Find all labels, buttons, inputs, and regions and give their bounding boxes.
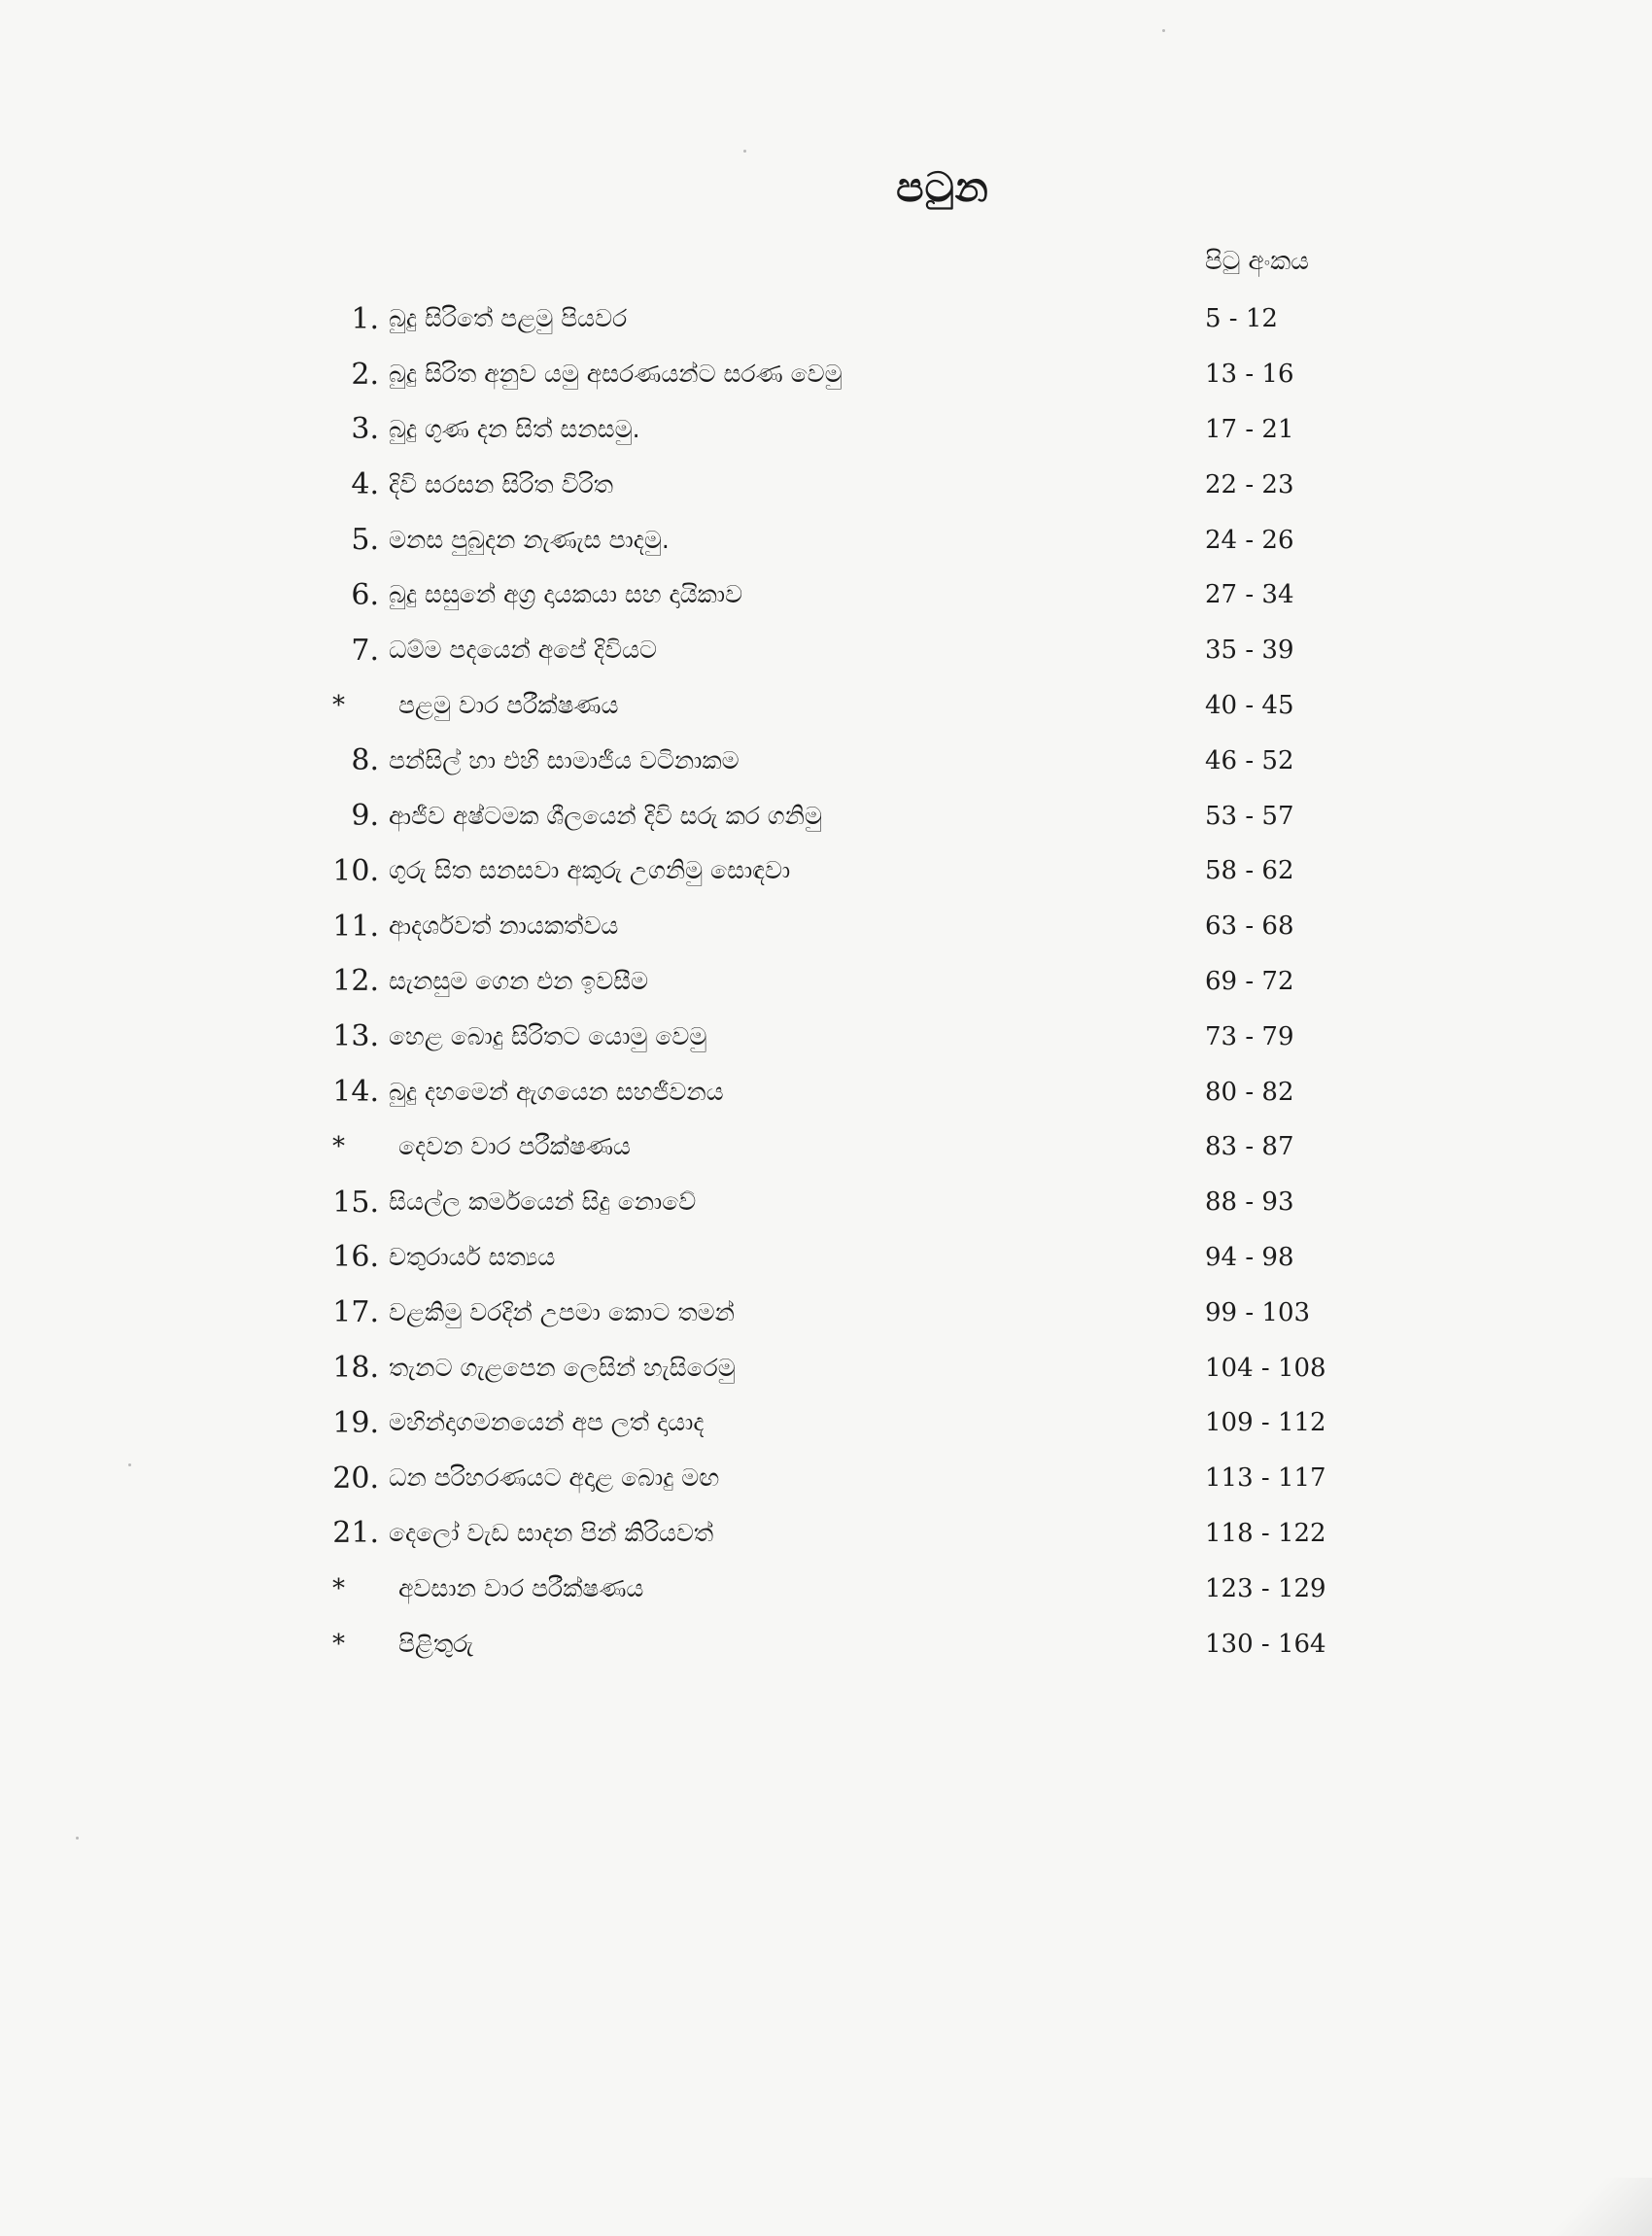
- toc-entry-pages: 27 - 34: [1205, 580, 1294, 610]
- toc-entry-pages: 94 - 98: [1205, 1242, 1294, 1272]
- toc-entry-title: ධම්ම පදයෙන් අපේ දිවියට: [389, 636, 658, 665]
- toc-entry: [321, 1175, 1370, 1230]
- toc-entry-pages: 17 - 21: [1205, 414, 1294, 444]
- toc-entry: [321, 1340, 1370, 1395]
- toc-entry-pages: 24 - 26: [1205, 525, 1294, 555]
- toc-entry-number: 19.: [332, 1405, 379, 1440]
- toc-entry: [321, 954, 1370, 1010]
- toc-entry: [321, 512, 1370, 568]
- toc-entry-number: 4.: [351, 467, 379, 502]
- toc-entry-title: සියල්ල කර්මයෙන් සිදු නොවේ: [389, 1187, 697, 1217]
- toc-entry-title: බුදු ගුණ දන සිත් සනසමු.: [389, 414, 640, 443]
- toc-entry-title: වළකිමු වරදින් උපමා කොට තමන්: [389, 1297, 735, 1326]
- toc-entry-pages: 99 - 103: [1205, 1297, 1311, 1327]
- scan-edge-shadow: [1535, 2178, 1652, 2236]
- toc-entry: [321, 1064, 1370, 1119]
- scan-speck: [128, 1463, 131, 1466]
- toc-entry-title: ආදර්ශවත් නායකත්වය: [389, 912, 619, 941]
- toc-entry-number: 15.: [332, 1185, 379, 1220]
- table-of-contents: [321, 292, 1370, 1671]
- toc-entry-number: *: [332, 690, 345, 720]
- toc-entry-title: දෙලෝ වැඩ සාදන පින් කිරියවත්: [389, 1518, 714, 1547]
- toc-entry: [321, 788, 1370, 843]
- toc-entry-number: *: [332, 1132, 345, 1162]
- toc-entry-number: 8.: [351, 743, 379, 778]
- toc-entry: [321, 899, 1370, 954]
- toc-entry-pages: 80 - 82: [1205, 1077, 1294, 1107]
- toc-entry: [321, 1506, 1370, 1562]
- toc-entry-pages: 58 - 62: [1205, 856, 1294, 886]
- toc-entry-number: 11.: [332, 909, 379, 944]
- toc-entry-title: බුදු සසුනේ අග්‍ර දායකයා සහ දායිකාව: [389, 580, 743, 609]
- toc-entry-pages: 73 - 79: [1205, 1021, 1294, 1051]
- toc-entry-title: දිවි සරසන සිරිත විරිත: [389, 469, 614, 499]
- toc-entry-title: අවසාන වාර පරීක්ෂණය: [398, 1573, 644, 1602]
- scan-speck: [743, 150, 746, 153]
- toc-entry: [321, 292, 1370, 347]
- toc-entry-title: පිළිතුරු: [398, 1629, 474, 1658]
- toc-entry-number: 20.: [332, 1461, 379, 1496]
- toc-entry-pages: 35 - 39: [1205, 636, 1294, 666]
- toc-entry-number: 1.: [351, 301, 379, 336]
- page-number-column-header: පිටු අංකය: [1205, 247, 1309, 276]
- toc-entry-pages: 113 - 117: [1205, 1463, 1326, 1494]
- toc-entry-pages: 5 - 12: [1205, 304, 1278, 334]
- toc-entry-pages: 130 - 164: [1205, 1629, 1326, 1659]
- toc-entry: [321, 568, 1370, 623]
- toc-entry: [321, 1561, 1370, 1616]
- toc-entry-number: 3.: [351, 412, 379, 447]
- toc-entry-pages: 13 - 16: [1205, 360, 1294, 390]
- toc-entry: [321, 1119, 1370, 1175]
- toc-entry-title: සැනසුම ගෙන එන ඉවසීම: [389, 966, 649, 995]
- toc-entry-title: පළමු වාර පරීක්ෂණය: [398, 690, 619, 719]
- toc-entry-title: ගුරු සිත සනසවා අකුරු උගනිමු සොඳවා: [389, 856, 791, 885]
- toc-entry: [321, 1451, 1370, 1506]
- toc-entry-pages: 83 - 87: [1205, 1132, 1294, 1162]
- toc-entry-pages: 123 - 129: [1205, 1573, 1326, 1603]
- toc-entry-pages: 40 - 45: [1205, 690, 1294, 720]
- toc-entry-number: 12.: [332, 964, 379, 999]
- toc-entry: [321, 1230, 1370, 1286]
- toc-entry-number: 13.: [332, 1019, 379, 1054]
- toc-entry-pages: 53 - 57: [1205, 801, 1294, 831]
- toc-entry: [321, 623, 1370, 678]
- toc-entry-title: චතුරාර්ය සත්‍යය: [389, 1242, 556, 1271]
- toc-entry-pages: 118 - 122: [1205, 1518, 1326, 1548]
- toc-entry-number: 16.: [332, 1240, 379, 1275]
- toc-entry-title: බුදු සිරිත අනුව යමු අසරණයන්ට සරණ වෙමු: [389, 360, 843, 389]
- toc-entry: [321, 1395, 1370, 1451]
- toc-entry: [321, 1616, 1370, 1671]
- toc-entry: [321, 1285, 1370, 1340]
- toc-entry-title: තැනට ගැළපෙන ලෙසින් හැසිරෙමු: [389, 1353, 736, 1382]
- toc-entry: [321, 843, 1370, 899]
- scan-speck: [76, 1837, 79, 1840]
- toc-entry-pages: 104 - 108: [1205, 1353, 1326, 1383]
- toc-entry-title: මනස පුබුදන නැණැස පාදමු.: [389, 525, 670, 554]
- toc-entry: [321, 457, 1370, 512]
- toc-entry-number: 9.: [351, 799, 379, 834]
- toc-entry-title: දෙවන වාර පරීක්ෂණය: [398, 1132, 631, 1161]
- toc-entry-title: බුදු සිරිතේ පළමු පියවර: [389, 304, 628, 333]
- toc-entry-title: පන්සිල් හා එහි සාමාජීය වටිනාකම: [389, 745, 740, 774]
- toc-entry-title: බුදු දහමෙන් ඇගයෙන සහජීවනය: [389, 1077, 724, 1106]
- scan-speck: [1162, 29, 1165, 32]
- toc-entry-title: හෙළ බොදු සිරිතට යොමු වෙමු: [389, 1021, 707, 1050]
- toc-entry-pages: 109 - 112: [1205, 1408, 1326, 1438]
- toc-entry-number: 5.: [351, 523, 379, 558]
- toc-entry: [321, 1009, 1370, 1064]
- toc-entry-number: 2.: [351, 357, 379, 392]
- toc-entry-number: *: [332, 1629, 345, 1659]
- toc-entry-number: *: [332, 1573, 345, 1603]
- toc-entry-number: 17.: [332, 1295, 379, 1330]
- toc-entry-pages: 69 - 72: [1205, 966, 1294, 996]
- toc-entry-pages: 22 - 23: [1205, 469, 1294, 499]
- toc-entry-pages: 88 - 93: [1205, 1187, 1294, 1218]
- toc-entry-number: 21.: [332, 1516, 379, 1551]
- toc-entry: [321, 402, 1370, 458]
- toc-entry-number: 14.: [332, 1075, 379, 1110]
- toc-entry-pages: 63 - 68: [1205, 912, 1294, 942]
- toc-entry-pages: 46 - 52: [1205, 745, 1294, 775]
- toc-entry: [321, 733, 1370, 788]
- page-title: පටුන: [896, 163, 989, 211]
- toc-entry-number: 10.: [332, 853, 379, 888]
- toc-entry: [321, 347, 1370, 402]
- toc-entry-title: ආජීව අෂ්ටමක ශීලයෙන් දිවි සරු කර ගනිමු: [389, 801, 822, 830]
- toc-entry: [321, 678, 1370, 734]
- toc-entry-number: 7.: [351, 633, 379, 668]
- toc-entry-number: 18.: [332, 1351, 379, 1386]
- toc-entry-title: මහින්දාගමනයෙන් අප ලත් දායාද: [389, 1408, 705, 1437]
- toc-entry-number: 6.: [351, 577, 379, 612]
- toc-entry-title: ධන පරිහරණයට අදාළ බොදු මඟ: [389, 1463, 720, 1493]
